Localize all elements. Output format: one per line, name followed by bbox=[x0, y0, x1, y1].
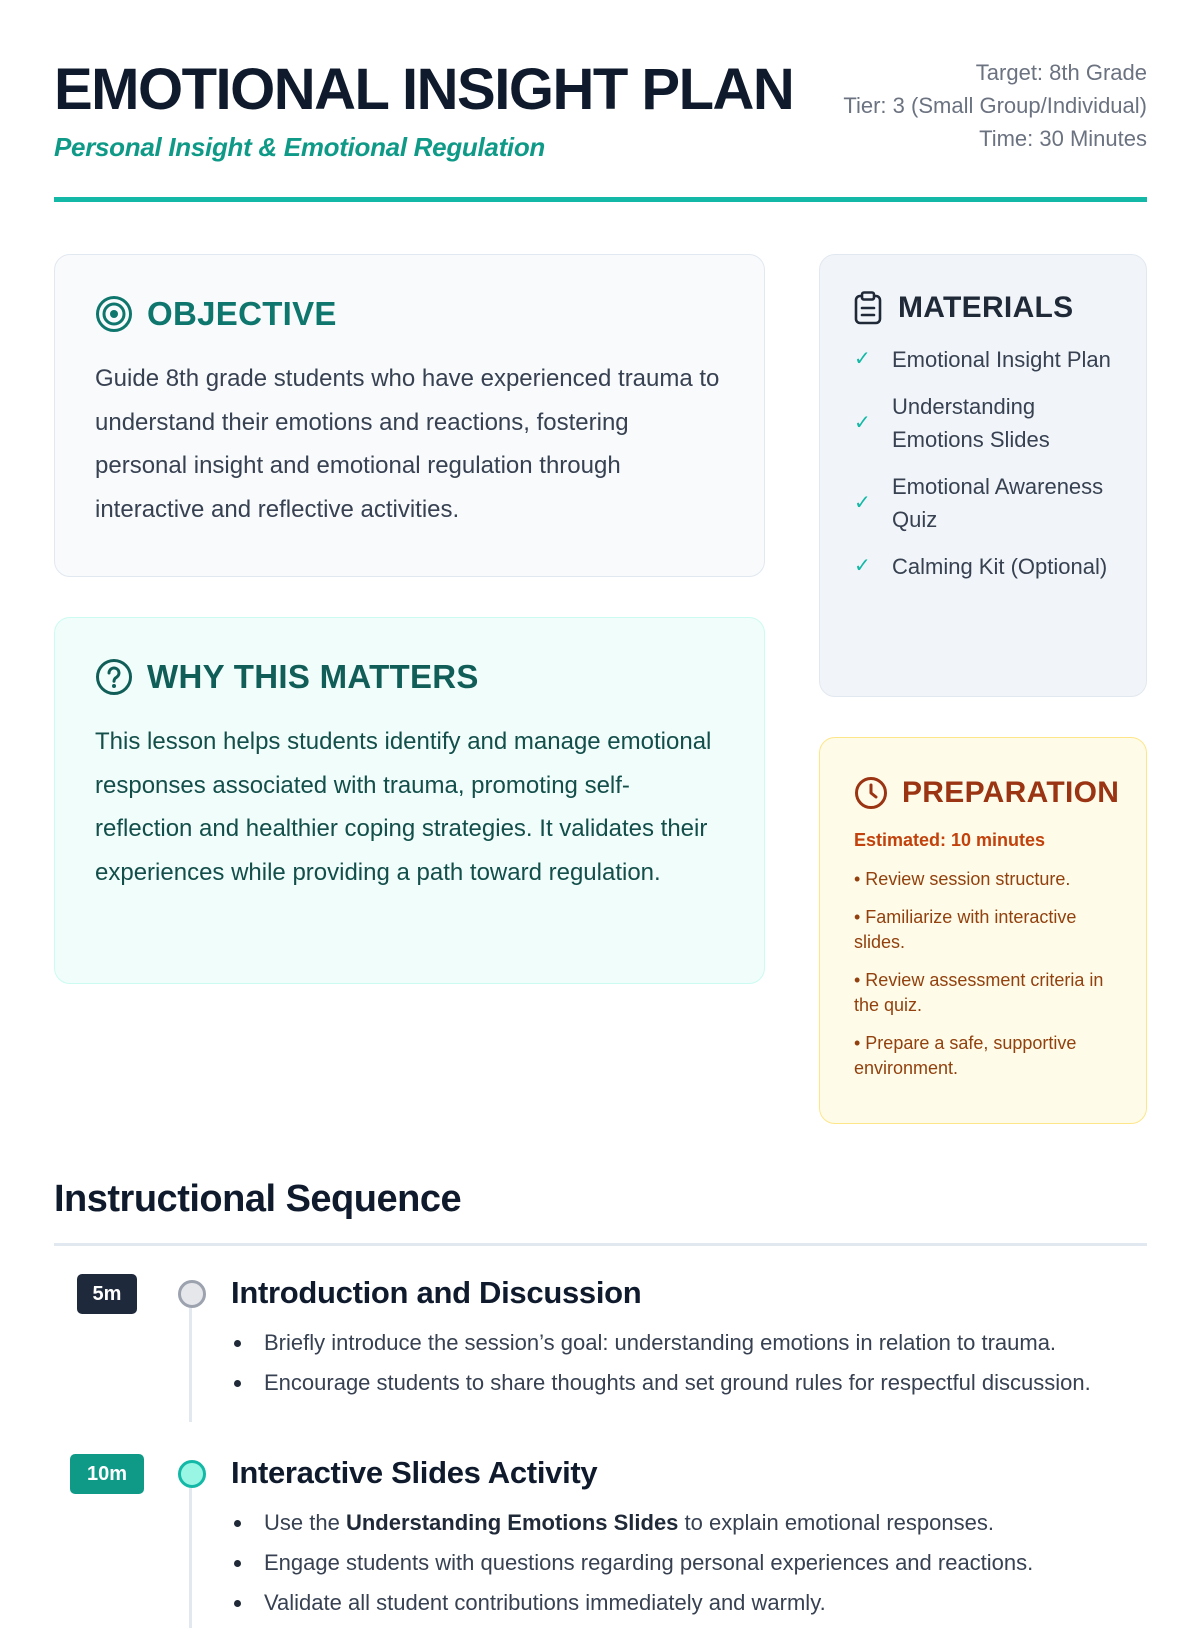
page-header bbox=[54, 50, 1147, 202]
materials-heading bbox=[854, 291, 1116, 325]
materials-title: MATERIALS bbox=[898, 291, 1074, 324]
list-item: • Prepare a safe, supportive environment. bbox=[854, 1033, 1077, 1078]
timeline-dot bbox=[178, 1460, 206, 1488]
slides-reference: Understanding Emotions Slides bbox=[345, 1510, 679, 1535]
list-item: Briefly introduce the session’s goal: understanding emotions in relation to trauma. bbox=[231, 1328, 1091, 1358]
list-item: Engage students with questions regarding personal experiences and reactions. bbox=[231, 1548, 1033, 1578]
preparation-card bbox=[819, 737, 1147, 1124]
timeline-dot bbox=[178, 1280, 206, 1308]
plan-meta bbox=[843, 56, 1147, 155]
section-divider bbox=[54, 1243, 1147, 1246]
why-title: WHY THIS MATTERS bbox=[147, 658, 479, 695]
list-item: Validate all student contributions immediately and warmly. bbox=[231, 1588, 1033, 1618]
list-item: • Review session structure. bbox=[854, 869, 1071, 889]
list-item: ✓ Understanding Emotions Slides bbox=[854, 394, 1050, 452]
objective-title: OBJECTIVE bbox=[147, 295, 337, 332]
target-icon bbox=[95, 295, 133, 333]
list-item: ✓ Calming Kit (Optional) bbox=[854, 550, 1116, 583]
question-circle-icon bbox=[95, 658, 133, 696]
list-item: • Familiarize with interactive slides. bbox=[854, 907, 1077, 952]
materials-list bbox=[854, 343, 1116, 583]
list-item: ✓ Emotional Insight Plan bbox=[854, 343, 1116, 376]
step-title: Interactive Slides Activity bbox=[231, 1455, 598, 1490]
why-heading bbox=[95, 658, 724, 696]
duration-badge: 5m bbox=[77, 1274, 137, 1314]
why-this-matters-card bbox=[54, 617, 765, 984]
preparation-list bbox=[854, 867, 1116, 1081]
objective-heading bbox=[95, 295, 724, 333]
timeline-line bbox=[189, 1488, 192, 1628]
objective-text: Guide 8th grade students who have experienced trauma to understand their emotions and reactions, fostering personal insight and emotional regulation through interactive and reflective activities. bbox=[95, 365, 720, 523]
timeline-line bbox=[189, 1308, 192, 1422]
materials-card bbox=[819, 254, 1147, 697]
why-text: This lesson helps students identify and manage emotional responses associated with trauma, promoting self-reflection and healthier coping strategies. It validates their experiences while providing a path toward regulation. bbox=[95, 728, 712, 886]
page-title: EMOTIONAL INSIGHT PLAN bbox=[54, 57, 794, 122]
list-item: Use the Understanding Emotions Slides to explain emotional responses. bbox=[231, 1508, 1033, 1538]
clipboard-icon bbox=[854, 291, 882, 325]
check-icon: ✓ bbox=[854, 491, 871, 514]
page-subtitle: Personal Insight & Emotional Regulation bbox=[54, 132, 546, 162]
check-icon: ✓ bbox=[854, 348, 871, 370]
step-bullets bbox=[231, 1508, 1033, 1628]
check-icon: ✓ bbox=[854, 411, 871, 434]
objective-card bbox=[54, 254, 765, 577]
step-bullets bbox=[231, 1328, 1091, 1408]
meta-target: Target: 8th Grade bbox=[975, 60, 1147, 85]
meta-tier: Tier: 3 (Small Group/Individual) bbox=[843, 93, 1147, 118]
clock-icon bbox=[854, 776, 888, 810]
preparation-title: PREPARATION bbox=[902, 776, 1120, 809]
list-item: ✓ Emotional Awareness Quiz bbox=[854, 474, 1104, 532]
meta-time: Time: 30 Minutes bbox=[979, 126, 1147, 151]
preparation-estimate: Estimated: 10 minutes bbox=[854, 830, 1046, 850]
sequence-title: Instructional Sequence bbox=[54, 1178, 462, 1220]
preparation-heading bbox=[854, 776, 1120, 810]
list-item: Encourage students to share thoughts and set ground rules for respectful discussion. bbox=[231, 1368, 1091, 1398]
check-icon: ✓ bbox=[854, 555, 871, 577]
list-item: • Review assessment criteria in the quiz. bbox=[854, 970, 1104, 1015]
duration-badge: 10m bbox=[70, 1454, 144, 1494]
step-title: Introduction and Discussion bbox=[231, 1275, 642, 1310]
